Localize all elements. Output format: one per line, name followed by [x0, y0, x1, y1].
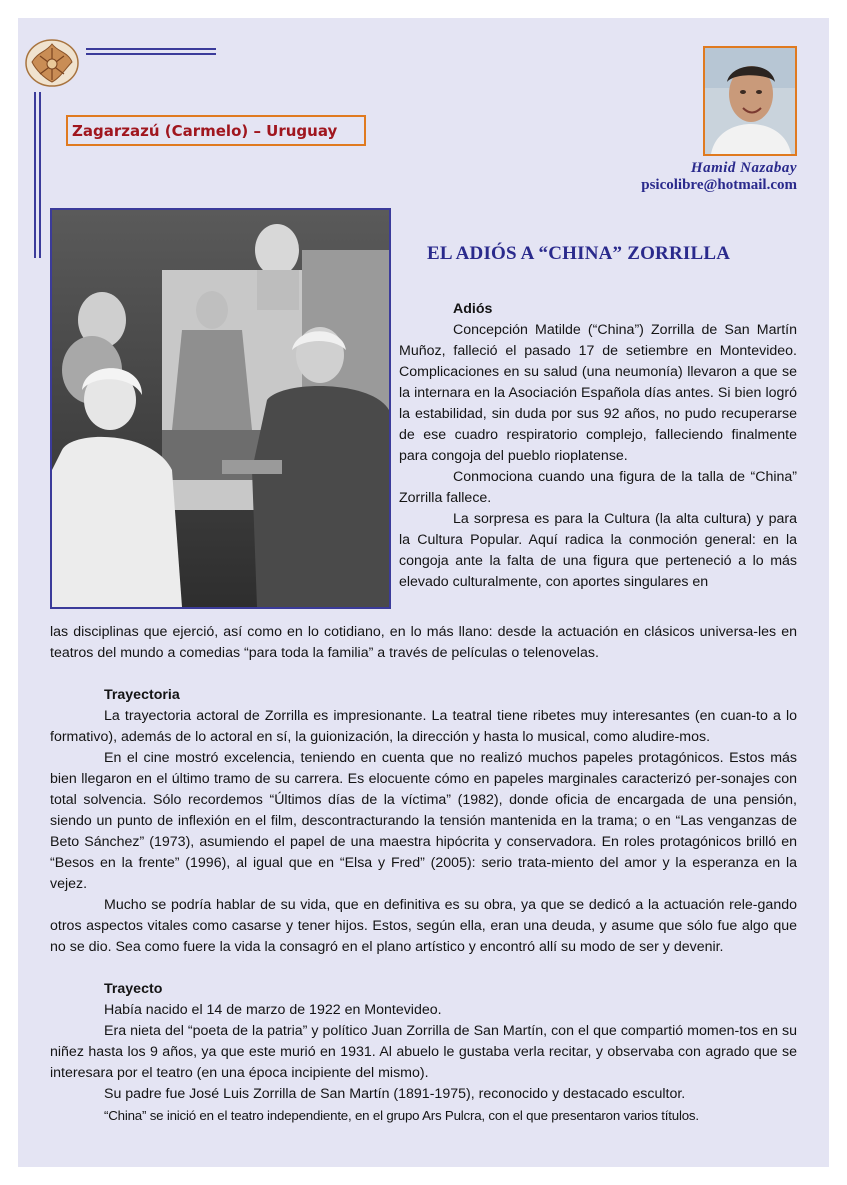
paragraph: “China” se inició en el teatro independiente, en el grupo Ars Pulcra, con el que presentaron varios títulos. [104, 1108, 699, 1123]
side-rule-left [34, 92, 36, 258]
paragraph: Era nieta del “poeta de la patria” y político Juan Zorrilla de San Martín, con el que compartió momen-tos en su niñez hasta los 9 años, ya que este murió en 1931. Al abuelo le gustaba verla recitar, y observaba con agrado que se interesara por el teatro (en una época incipiente del mismo). [50, 1023, 797, 1081]
article-title: EL ADIÓS A “CHINA” ZORRILLA [427, 243, 731, 264]
paragraph: Había nacido el 14 de marzo de 1922 en Montevideo. [104, 1002, 442, 1018]
header-rule-top [86, 48, 216, 50]
section-heading-trayecto: Trayecto [104, 981, 163, 997]
article-intro-column [399, 299, 797, 593]
header-rule-bottom [86, 53, 216, 55]
paragraph: Su padre fue José Luis Zorrilla de San Martín (1891-1975), reconocido y destacado escultor. [104, 1086, 686, 1102]
location-label: Zagarzazú (Carmelo) – Uruguay [66, 115, 366, 146]
paragraph: La sorpresa es para la Cultura (la alta cultura) y para la Cultura Popular. Aquí radica la conmoción general: en la congoja ante la falta de una figura que perteneció a lo más elevado culturalmente, con aportes singulares en [399, 511, 797, 590]
side-rule-right [39, 92, 41, 258]
seashell-logo-icon [24, 38, 80, 88]
section-heading-adios: Adiós [453, 301, 493, 317]
paragraph: La trayectoria actoral de Zorrilla es impresionante. La teatral tiene ribetes muy interesantes (en cuan-to a lo formativo), además de lo actoral en sí, la guionización, la dirección y hasta lo musical, como aludire-mos. [50, 708, 797, 745]
paragraph: Concepción Matilde (“China”) Zorrilla de San Martín Muñoz, falleció el pasado 17 de setiembre en Montevideo. Complicaciones en su salud (una neumonía) llevaron a que se la internara en la Asociación Española días antes. Si bien logró la estabilidad, sin duda por sus 92 años, no pudo recuperarse de ese cuadro respiratorio complejo, falleciendo finalmente para congoja del pueblo rioplatense. [399, 322, 797, 464]
article-body [50, 622, 797, 1126]
author-photo [703, 46, 797, 156]
paragraph: Conmociona cuando una figura de la talla de “China” Zorrilla fallece. [399, 469, 797, 506]
paragraph: Mucho se podría hablar de su vida, que en definitiva es su obra, ya que se dedicó a la actuación rele-gando otros aspectos vitales como casarse y tener hijos. Estos, según ella, eran una deuda, y asume que sólo fue algo que no se dio. Sea como fuere la vida la consagró en el plano artístico y encontró allí su modo de ser y devenir. [50, 897, 797, 955]
author-name: Hamid Nazabay [690, 160, 797, 176]
article-photo [50, 208, 391, 609]
author-email: psicolibre@hotmail.com [641, 177, 797, 193]
paragraph-continued: las disciplinas que ejerció, así como en lo cotidiano, en lo más llano: desde la actuación en clásicos universa-les en teatros del mundo a comedias “para toda la familia” a través de películas o telenovelas. [50, 624, 797, 661]
section-heading-trayectoria: Trayectoria [104, 687, 180, 703]
paragraph: En el cine mostró excelencia, teniendo en cuenta que no realizó muchos papeles protagónicos. Estos más bien llegaron en el último tramo de su carrera. Es elocuente cómo en papeles marginales caracterizó per-sonajes con total solvencia. Sólo recordemos “Últimos días de la víctima” (1982), donde oficia de encargada de una pensión, siendo un punto de inflexión en el film, descontracturando la tensión mantenida en la trama; o en “Las venganzas de Beto Sánchez” (1973), asumiendo el papel de una maestra hipócrita y conservadora. En roles protagónicos brilló en “Besos en la frente” (1996), al igual que en “Elsa y Fred” (2005): serio trata-miento del amor y la esperanza en la vejez. [50, 750, 797, 892]
